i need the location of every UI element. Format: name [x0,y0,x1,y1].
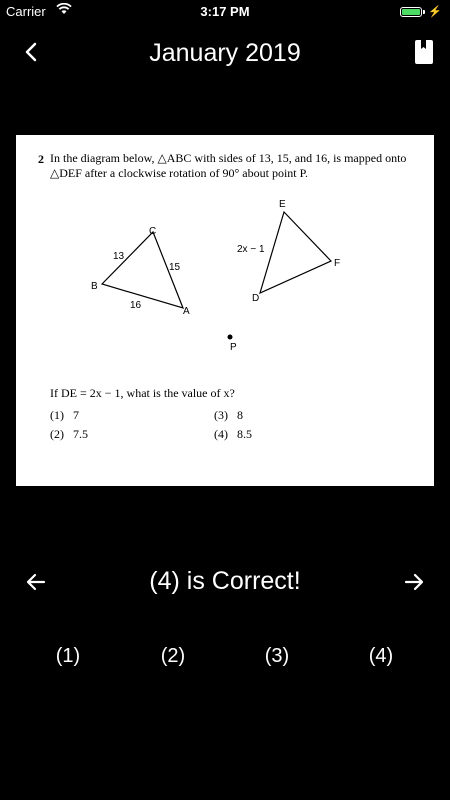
label-a: A [183,306,190,317]
label-c: C [149,226,157,237]
answer-buttons [0,645,450,675]
question-text: In the diagram below, △ABC with sides of 13, 15, and 16, is mapped onto △DEF after a clockwise rotation of 90° about point P. [50,151,407,180]
label-side-ba: 16 [130,300,142,311]
choice-2 [50,427,88,442]
label-e: E [279,199,286,210]
charging-icon: ⚡ [428,6,442,18]
battery-icon [400,5,442,18]
question-card [16,135,434,486]
choice-2-label: (2) [50,427,64,441]
answer-button-4[interactable]: (4) [368,645,394,667]
status-time: 3:17 PM [200,4,250,19]
page-title: January 2019 [149,39,301,67]
answer-button-1[interactable]: (1) [55,645,81,667]
label-b: B [91,281,98,292]
feedback-text: (4) is Correct! [149,567,301,595]
triangle-def [260,212,331,293]
status-bar [0,0,450,22]
choice-2-value: 7.5 [73,427,88,441]
choice-3 [214,408,243,423]
carrier-label: Carrier [6,4,46,19]
label-f: F [334,258,341,269]
choice-4 [214,427,252,442]
label-side-de: 2x − 1 [237,244,265,255]
question-number: 2 [38,152,44,166]
answer-button-2[interactable]: (2) [160,645,186,667]
question-prompt: If DE = 2x − 1, what is the value of x? [50,386,235,400]
choice-1-value: 7 [73,408,79,422]
label-side-ca: 15 [169,262,181,273]
label-d: D [252,293,260,304]
choice-3-label: (3) [214,408,228,422]
nav-bar [0,30,450,74]
label-side-bc: 13 [113,251,125,262]
choice-1-label: (1) [50,408,64,422]
choice-4-label: (4) [214,427,228,441]
bookmark-icon[interactable] [414,39,434,65]
next-arrow-icon[interactable] [400,568,428,596]
label-p: P [230,342,237,353]
choice-1 [50,408,79,423]
choice-3-value: 8 [237,408,243,422]
point-p [228,335,233,340]
feedback-bar [0,560,450,604]
answer-button-3[interactable]: (3) [264,645,290,667]
choice-4-value: 8.5 [237,427,252,441]
